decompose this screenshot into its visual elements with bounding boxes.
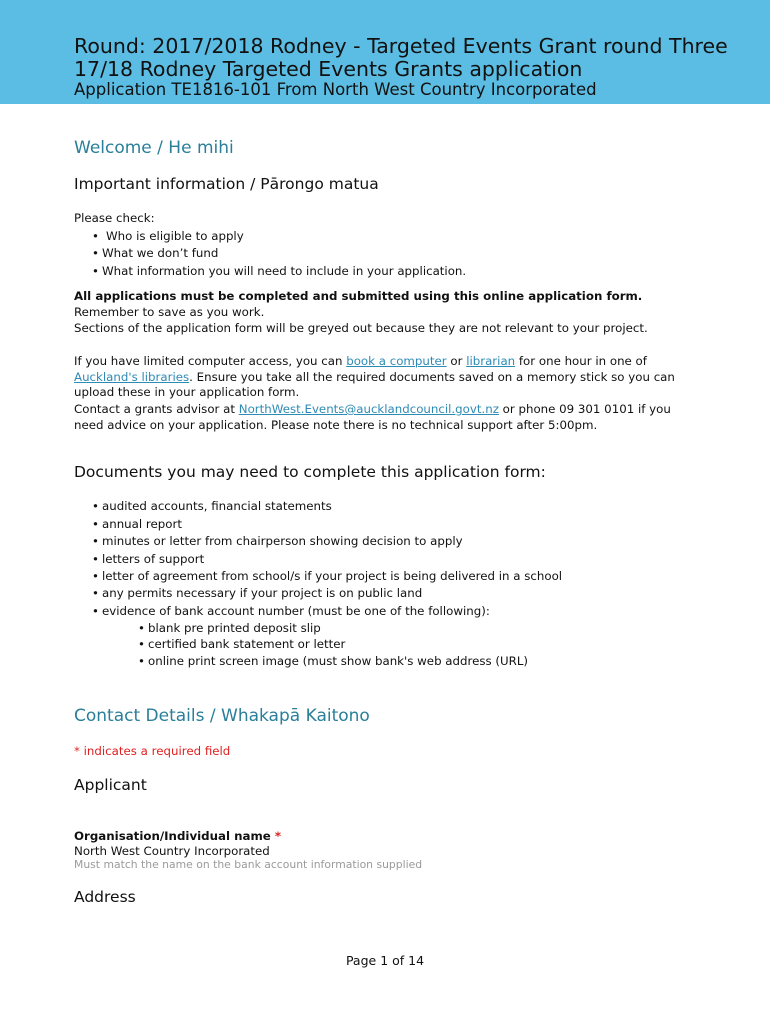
round-title-line-1: Round: 2017/2018 Rodney - Targeted Events Grant round Three: [74, 34, 728, 58]
required-asterisk: *: [274, 829, 282, 843]
document-item: • any permits necessary if your project is on public land: [92, 586, 422, 600]
book-computer-link[interactable]: book a computer: [346, 354, 447, 368]
documents-heading: Documents you may need to complete this application form:: [74, 463, 546, 481]
greyed-sections-note: Sections of the application form will be greyed out because they are not relevant to your project.: [74, 321, 648, 335]
bank-evidence-item: • certified bank statement or letter: [138, 637, 345, 651]
required-field-note: * indicates a required field: [74, 744, 231, 758]
page-header: [0, 0, 770, 104]
document-item: • letter of agreement from school/s if your project is being delivered in a school: [92, 569, 562, 583]
round-title-line-2: 17/18 Rodney Targeted Events Grants application: [74, 57, 583, 81]
contact-section-title: Contact Details / Whakapā Kaitono: [74, 706, 370, 726]
email-link[interactable]: NorthWest.Events@aucklandcouncil.govt.nz: [238, 402, 499, 416]
document-item: • letters of support: [92, 552, 204, 566]
org-name-hint: Must match the name on the bank account information supplied: [74, 858, 423, 871]
bank-evidence-item: • blank pre printed deposit slip: [138, 621, 321, 635]
page-number: Page 1 of 14: [345, 953, 425, 968]
submission-notice: All applications must be completed and submitted using this online application form. Remember to save as you work.: [74, 289, 643, 319]
address-heading: Address: [74, 888, 136, 906]
check-item: • What information you will need to include in your application.: [92, 264, 466, 278]
welcome-section-title: Welcome / He mihi: [74, 138, 234, 158]
auckland-libraries-link[interactable]: Auckland's libraries: [74, 369, 190, 384]
org-name-label: Organisation/Individual name *: [74, 829, 282, 843]
check-item: • Who is eligible to apply: [92, 229, 244, 243]
important-info-heading: Important information / Pārongo matua: [74, 175, 379, 193]
document-item: • audited accounts, financial statements: [92, 499, 332, 513]
librarian-link[interactable]: librarian: [466, 354, 516, 368]
please-check-label: Please check:: [74, 211, 155, 225]
computer-access-note: If you have limited computer access, you can book a computer or librarian for one hour in one of Auckland's libraries. Ensure you take all the required documents saved on a memory stick so you can upload these in your application form.: [74, 354, 675, 399]
grants-advisor-contact: Contact a grants advisor at NorthWest.Events@aucklandcouncil.govt.nz or phone 09 301 0101 if you need advice on your application. Please note there is no technical support after 5:00pm.: [74, 402, 671, 432]
org-name-value: North West Country Incorporated: [74, 844, 270, 858]
document-item: • evidence of bank account number (must be one of the following):: [92, 604, 490, 618]
application-subtitle: Application TE1816-101 From North West Country Incorporated: [74, 80, 597, 99]
document-item: • minutes or letter from chairperson showing decision to apply: [92, 534, 463, 548]
bank-evidence-item: • online print screen image (must show bank's web address (URL): [138, 654, 528, 668]
applicant-heading: Applicant: [74, 776, 147, 794]
document-item: • annual report: [92, 517, 182, 531]
check-item: • What we don’t fund: [92, 246, 218, 260]
